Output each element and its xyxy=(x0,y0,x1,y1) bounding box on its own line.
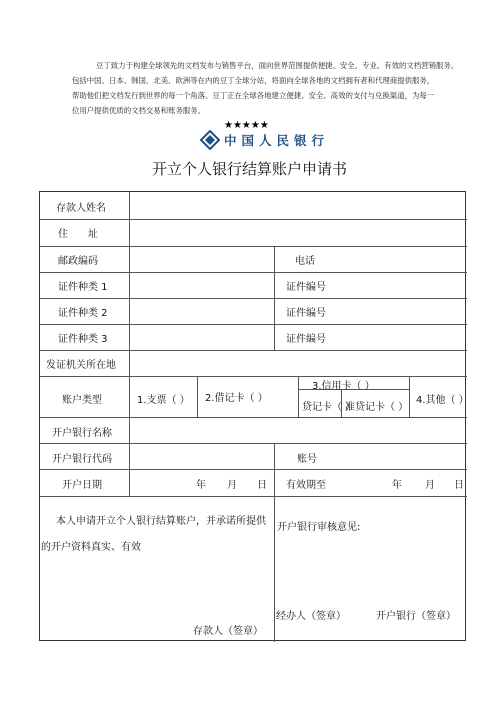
label-id-type-1: 证件种类 1 xyxy=(58,282,108,293)
open-date-day: 日 xyxy=(257,480,267,491)
option-debit-card: 2.借记卡（ ） xyxy=(205,393,268,404)
declaration-line-2: 的开户资料真实、有效 xyxy=(41,542,141,553)
valid-until-year: 年 xyxy=(392,480,402,491)
intro-paragraph xyxy=(72,58,472,118)
option-check: 1.支票（ ） xyxy=(137,395,190,406)
application-form xyxy=(39,191,469,641)
label-open-date: 开户日期 xyxy=(62,480,102,491)
intro-line: 包括中国、日本、韩国、北美、欧洲等在内的豆丁全球分站，将面向全球各地的文档拥有者和代理商提供服务， xyxy=(72,76,435,85)
label-account-number: 账号 xyxy=(297,454,317,465)
bank-logo-text: 中国人民银行 xyxy=(224,133,330,148)
intro-line: 帮助他们把文档发行到世界的每一个角落。豆丁正在全球各地建立便捷、安全、高效的支付与兑换渠道，为每一 xyxy=(72,91,435,100)
label-postal-code: 邮政编码 xyxy=(58,256,98,267)
label-issuer-location: 发证机关所在地 xyxy=(46,360,116,371)
bank-emblem-icon xyxy=(200,130,220,150)
open-date-month: 月 xyxy=(227,480,237,491)
open-date-year: 年 xyxy=(196,480,206,491)
label-id-number: 证件编号 xyxy=(286,282,326,293)
handler-signature: 经办人（签章） xyxy=(276,611,346,622)
rating-stars: ★★★★★ xyxy=(224,120,269,131)
label-id-type-2: 证件种类 2 xyxy=(58,308,108,319)
intro-line: 豆丁致力于构建全球领先的文档发布与销售平台，面向世界范围提供便捷、安全、专业、有效的文档营销服务。 xyxy=(96,61,459,70)
bank-logo xyxy=(200,129,340,151)
valid-until-day: 日 xyxy=(454,480,464,491)
label-valid-until: 有效期至 xyxy=(286,480,326,491)
bank-review-opinion: 开户银行审核意见: xyxy=(277,522,361,533)
document-title: 开立个人银行结算账户申请书 xyxy=(151,160,347,178)
label-id-number: 证件编号 xyxy=(286,308,326,319)
valid-until-month: 月 xyxy=(425,480,435,491)
label-id-number: 证件编号 xyxy=(286,334,326,345)
option-credit-card: 3.信用卡（ ） xyxy=(312,381,375,392)
label-account-type: 账户类型 xyxy=(62,395,102,406)
label-address: 住 址 xyxy=(58,229,98,240)
label-phone: 电话 xyxy=(295,256,315,267)
label-id-type-3: 证件种类 3 xyxy=(58,334,108,345)
option-charge-card: 贷记卡（ ） xyxy=(302,402,356,413)
depositor-signature: 存款人（签章） xyxy=(193,626,263,637)
label-bank-name: 开户银行名称 xyxy=(52,428,112,439)
bank-signature: 开户银行（签章） xyxy=(376,611,456,622)
intro-line: 位用户提供优质的文档交易和账务服务。 xyxy=(72,106,206,115)
declaration-line-1: 本人申请开立个人银行结算账户，并承诺所提供 xyxy=(56,516,266,527)
option-semi-credit-card: 准贷记卡（ ） xyxy=(345,402,409,413)
label-depositor-name: 存款人姓名 xyxy=(56,203,106,214)
option-other: 4.其他（ ） xyxy=(416,395,469,406)
label-bank-code: 开户银行代码 xyxy=(52,454,112,465)
